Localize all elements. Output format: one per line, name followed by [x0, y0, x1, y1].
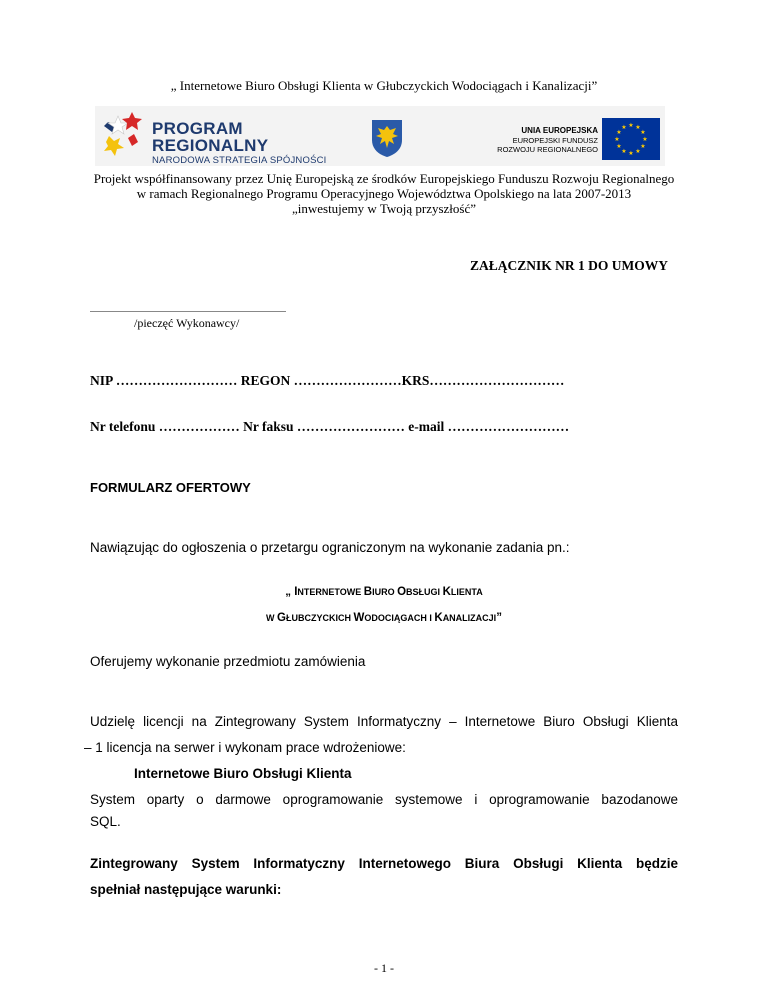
- stamp-signature-line: [90, 311, 286, 312]
- opole-voivodeship-emblem-icon: [370, 118, 404, 158]
- form-title: FORMULARZ OFERTOWY: [90, 480, 251, 495]
- svg-text:★: ★: [616, 143, 622, 150]
- page-number: - 1 -: [374, 961, 394, 975]
- funding-statement-line1: Projekt współfinansowany przez Unię Europejską ze środków Europejskiego Funduszu Rozwoju Regionalnego: [93, 171, 675, 186]
- offer-statement: Oferujemy wykonanie przedmiotu zamówienia: [90, 654, 366, 669]
- nip-regon-krs-field: NIP ……………………… REGON ……………………KRS…………………………: [90, 373, 565, 388]
- funding-slogan: „inwestujemy w Twoją przyszłość”: [291, 201, 477, 216]
- system-paragraph-line2: SQL.: [90, 814, 121, 829]
- eu-flag-icon: [602, 118, 660, 160]
- license-paragraph-line1: Udzielę licencji na Zintegrowany System Informatyczny – Internetowe Biuro Obsługi Klienta: [90, 714, 678, 729]
- license-paragraph-line2: – 1 licencja na serwer i wykonam prace wdrożeniowe:: [84, 740, 406, 755]
- svg-text:★: ★: [614, 136, 620, 143]
- funding-statement-line2: w ramach Regionalnego Programu Operacyjnego Województwa Opolskiego na lata 2007-2013: [136, 186, 632, 201]
- eu-label-line1: UNIA EUROPEJSKA: [521, 126, 598, 135]
- phone-fax-email-field: Nr telefonu ……………… Nr faksu …………………… e-mail ………………………: [90, 419, 570, 434]
- contract-subject-line1: „ INTERNETOWE BIURO OBSŁUGI KLIENTA: [285, 586, 483, 598]
- annex-title: ZAŁĄCZNIK NR 1 DO UMOWY: [470, 258, 669, 273]
- system-paragraph-line1: System oparty o darmowe oprogramowanie systemowe i oprogramowanie bazodanowe: [90, 792, 678, 807]
- program-logo-subtitle: NARODOWA STRATEGIA SPÓJNOŚCI: [152, 155, 327, 166]
- program-logo-text-line1: PROGRAM: [152, 119, 243, 138]
- eu-label-line3: ROZWOJU REGIONALNEGO: [497, 145, 598, 154]
- stamp-label: /pieczęć Wykonawcy/: [134, 316, 240, 330]
- program-regionalny-logo-icon: [98, 108, 150, 160]
- conditions-heading-line1: Zintegrowany System Informatyczny Internetowego Biura Obsługi Klienta będzie: [90, 856, 678, 871]
- svg-text:★: ★: [621, 148, 627, 155]
- contract-subject-line2: W GŁUBCZYCKICH WODOCIĄGACH I KANALIZACJI”: [266, 612, 502, 624]
- conditions-heading-line2: spełniał następujące warunki:: [90, 882, 282, 897]
- svg-text:★: ★: [640, 129, 646, 136]
- svg-text:★: ★: [635, 148, 641, 155]
- svg-text:★: ★: [628, 150, 634, 157]
- svg-text:★: ★: [635, 124, 641, 131]
- svg-text:★: ★: [640, 143, 646, 150]
- document-header: „ Internetowe Biuro Obsługi Klienta w Głubczyckich Wodociągach i Kanalizacji”: [170, 78, 598, 93]
- svg-text:★: ★: [642, 136, 648, 143]
- intro-paragraph: Nawiązując do ogłoszenia o przetargu ograniczonym na wykonanie zadania pn.:: [90, 540, 570, 555]
- svg-text:★: ★: [628, 122, 634, 129]
- program-logo-text-line2: REGIONALNY: [152, 136, 269, 155]
- eu-label-line2: EUROPEJSKI FUNDUSZ: [512, 136, 598, 145]
- svg-text:★: ★: [621, 124, 627, 131]
- svg-text:★: ★: [616, 129, 622, 136]
- ibok-heading: Internetowe Biuro Obsługi Klienta: [134, 766, 352, 781]
